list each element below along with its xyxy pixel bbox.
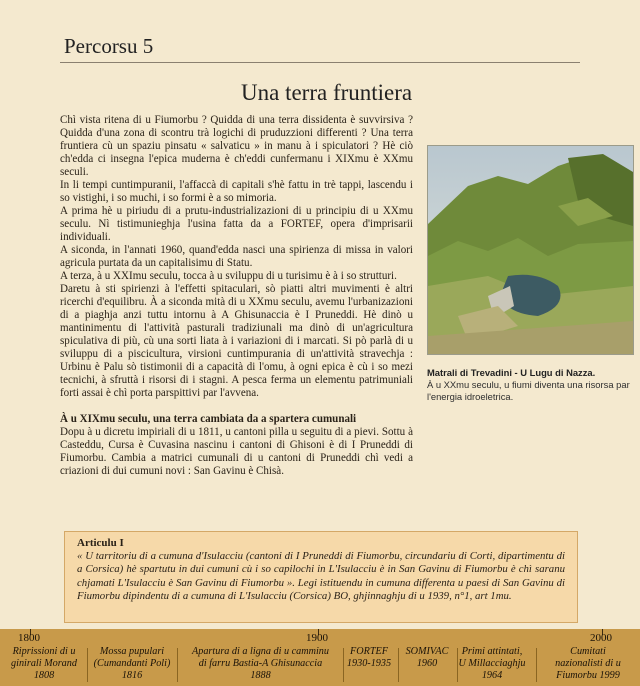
- timeline-event: Riprissioni di u ginirali Morand 1808: [11, 646, 77, 681]
- timeline-event: Primi attintati, U Millacciaghju 1964: [458, 646, 526, 681]
- paragraph-3: A prima hè u piriudu di a prutu-industrializazioni di u principiu di u XXmu seculu. Nì tistimunieghja l'usina fatta da a FORTEF, opera d'imprisarii individuali.: [60, 205, 413, 243]
- paragraph-1: Chì vista ritena di u Fiumorbu ? Quidda di una terra dissidenta è suvvirsiva ? Quidda d'una zona di scontru trà logichi di pruduzzioni differenti ? Una terra fruntiera cù un spaziu pinsatu « salvaticu » in manu à i spiculatori ? Hè ciò ch'edda ci insegna l'epica muderna è ch'eddi cunfermanu i XIXmu è XXmu seculi.: [60, 114, 413, 178]
- article-text: « U tarritoriu di a cumuna d'Isulacciu (cantoni di I Pruneddi di Fiumorbu, circundariu di Corti, dipartimentu di a Corsica) hè spartutu in dui cumuni cù i so capilochi in L'Isulacciu è in San Gavinu di Fiumorbu è chì saranu chjamati L'Isulacciu è San Gavinu di Fiumorbu ». Legi istituendu in cumuna differenta u paesi di San Gavinu di Fiumorbu dipindentu di a cumuna di L'Isulacciu (Corsica) BO, ghjinnaghju di u 1939, n°1, art 1mu.: [77, 550, 565, 602]
- header-rule: [60, 62, 580, 63]
- timeline-year-1900: 1900: [306, 632, 328, 644]
- caption-text: À u XXmu seculu, u fiumi diventa una risorsa par l'energia idroeletrica.: [427, 379, 630, 402]
- paragraph-4: A siconda, in l'annati 1960, quand'edda nasci una spirienza di missa in valori agricula purtata da un capitalisimu di Statu.: [60, 244, 413, 269]
- timeline: [0, 629, 640, 686]
- page-title: Una terra fruntiera: [241, 80, 413, 105]
- timeline-event: SOMIVAC 1960: [405, 646, 449, 669]
- subheading: À u XIXmu seculu, una terra cambiata da a spartera cumunali: [60, 413, 357, 425]
- body-text: [60, 114, 413, 478]
- timeline-event: Apartura di a ligna di u camminu di farru Bastia-A Ghisunaccia 1888: [192, 646, 329, 681]
- paragraph-2: In li tempi cuntimpuranii, l'affaccà di capitali s'hè fattu in trè tappi, lascendu i so vistighi, i so muchi, i so formi è a so mimoria.: [60, 179, 413, 204]
- paragraph-6: Daretu à sti spirienzi à l'effetti spitaculari, sò piatti altri muvimenti è altri ricerchi d'equilibru. À a siconda mità di u XXmu seculu, avemu l'urbanizazioni di a piaghja anzi tuttu intornu à A Ghisunaccia è I Pruneddi. Hè dinò u mantinimentu di l'attività pasturali tradiziunali ma dinò di un'agricultura spiculativa di più, cù una sorti liata à i variazioni di i marcati. Si pò parlà di u sviluppu di a piscicultura, virsioni cuntimpurania di un'attività stravechja : Urbinu è Palu sò tistimonii di a capacità di l'omu, à ogni epica è cù i so mezi tecnichi, à sfruttà i risorsi di i stagni. A pesca ferma un elementu patrimuniali forti assai è chì porta parspittivi par l'avvena.: [60, 283, 413, 399]
- caption-title: Matrali di Trevadini - U Lugu di Nazza.: [427, 367, 596, 378]
- section-header: Percorsu 5: [64, 34, 154, 58]
- dam-landscape-photo: [427, 145, 634, 355]
- timeline-year-1800: 1800: [18, 632, 40, 644]
- timeline-event: FORTEF 1930-1935: [346, 646, 392, 669]
- photo-caption: [427, 367, 635, 403]
- timeline-event: Cumitati nazionalisti di u Fiumorbu 1999: [555, 646, 621, 681]
- timeline-year-2000: 2000: [590, 632, 612, 644]
- article-title: Articulu I: [77, 537, 124, 549]
- timeline-separator: [536, 648, 537, 682]
- paragraph-7: Dopu à u dicretu impiriali di u 1811, u cantoni pilla u seguitu di a pievi. Sottu à Casteddu, Cursa è Cuvasina nascinu i cantoni di Ghisoni è di I Pruneddi di Fiumorbu. Cambia a matrici cumunali di u cantoni di Pruneddi chì vedi a criazioni di dui cumuni novi : San Gavinu è Chisà.: [60, 426, 413, 477]
- timeline-event: Mossa pupulari (Cumandanti Poli) 1816: [93, 646, 171, 681]
- paragraph-5: A terza, à u XXImu seculu, tocca à u sviluppu di u turisimu è à i so strutturi.: [60, 270, 397, 282]
- article-box: [64, 531, 578, 623]
